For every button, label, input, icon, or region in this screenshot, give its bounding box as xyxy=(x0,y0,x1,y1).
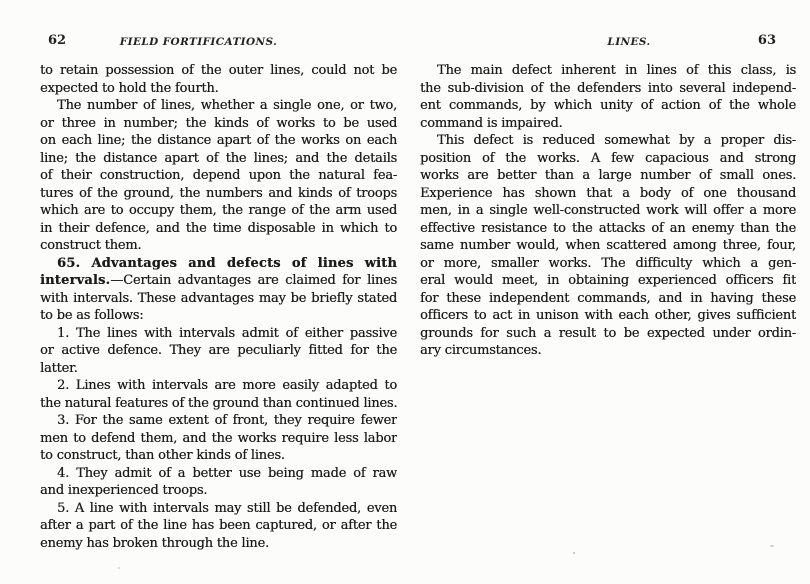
right-page xyxy=(420,0,796,584)
body-text: latter. xyxy=(40,360,78,376)
text-line xyxy=(40,430,397,448)
text-line xyxy=(420,80,796,98)
scan-speck xyxy=(118,567,120,569)
text-line xyxy=(420,115,796,133)
scan-speck xyxy=(770,545,774,547)
body-text: men to defend them, and the works require less labor xyxy=(40,430,397,446)
text-line xyxy=(40,377,397,395)
text-line xyxy=(420,272,796,290)
text-line xyxy=(40,517,397,535)
body-text: in their defence, and the time disposable in which to xyxy=(40,220,397,236)
section-heading-line xyxy=(40,255,397,273)
text-line xyxy=(420,255,796,273)
body-text: Experience has shown that a body of one thousand xyxy=(420,185,796,201)
text-line xyxy=(420,185,796,203)
text-line xyxy=(420,325,796,343)
body-text: which are to occupy them, the range of the arm used xyxy=(40,203,397,218)
body-text: to retain possession of the outer lines, could not be xyxy=(40,63,397,78)
text-line xyxy=(40,202,397,220)
text-line xyxy=(40,150,397,168)
body-text: effective resistance to the attacks of an enemy than the xyxy=(420,220,796,236)
text-line xyxy=(420,150,796,168)
body-text: and inexperienced troops. xyxy=(40,483,208,498)
text-line xyxy=(420,220,796,238)
section-heading-line xyxy=(40,272,397,290)
text-line xyxy=(420,290,796,308)
text-line xyxy=(420,97,796,115)
text-line xyxy=(40,395,397,413)
text-line xyxy=(420,62,796,80)
text-line xyxy=(40,62,397,80)
body-text: with intervals. These advantages may be briefly stated xyxy=(40,290,397,306)
left-page xyxy=(40,0,397,584)
body-text: works are better than a large number of small ones. xyxy=(420,168,796,183)
body-text: 4. They admit of a better use being made of raw xyxy=(57,465,397,481)
body-text: command is impaired. xyxy=(420,115,563,131)
text-line xyxy=(40,465,397,483)
body-text: or active defence. They are peculiarly fitted for the xyxy=(40,343,397,358)
body-text: enemy has broken through the line. xyxy=(40,535,269,551)
text-line xyxy=(40,325,397,343)
text-line xyxy=(40,447,397,465)
text-line xyxy=(40,115,397,133)
text-line xyxy=(40,360,397,378)
body-text: The main defect inherent in lines of this class, is xyxy=(437,63,796,78)
text-line xyxy=(420,132,796,150)
body-text: ary circumstances. xyxy=(420,343,542,358)
body-text: ent commands, by which unity of action of the whole xyxy=(420,98,796,113)
body-text: construct them. xyxy=(40,238,142,253)
body-text: officers to act in unison with each other, gives sufficient xyxy=(420,308,796,323)
body-text: to be as follows: xyxy=(40,308,144,323)
text-line xyxy=(40,220,397,238)
text-line xyxy=(40,482,397,500)
body-text: line; the distance apart of the lines; and the details xyxy=(40,150,397,166)
bold-text: intervals. xyxy=(40,273,111,288)
text-line xyxy=(420,167,796,185)
text-line xyxy=(40,290,397,308)
left-page-body xyxy=(40,62,397,552)
body-text: or more, smaller works. The difficulty which a gen- xyxy=(420,255,796,271)
text-line xyxy=(40,237,397,255)
body-text: of their construction, depend upon the natural fea- xyxy=(40,168,397,183)
text-line xyxy=(420,237,796,255)
text-line xyxy=(40,80,397,98)
body-text: for these independent commands, and in having these xyxy=(420,290,796,306)
running-head-left: FIELD FORTIFICATIONS. xyxy=(119,36,278,48)
body-text: This defect is reduced somewhat by a proper dis- xyxy=(437,133,796,148)
text-line xyxy=(420,202,796,220)
body-text: 2. Lines with intervals are more easily adapted to xyxy=(57,378,397,393)
body-text: or three in number; the kinds of works to be used xyxy=(40,115,397,131)
text-line xyxy=(40,342,397,360)
body-text: grounds for such a result to be expected under ordin- xyxy=(420,325,796,341)
text-line xyxy=(40,535,397,553)
page-number-right: 63 xyxy=(757,33,776,48)
body-text: —Certain advantages are claimed for lines xyxy=(110,273,397,288)
text-line xyxy=(40,167,397,185)
text-line xyxy=(420,307,796,325)
bold-text: 65. Advantages and defects of lines with xyxy=(57,255,397,271)
body-text: eral would meet, in obtaining experienced officers fit xyxy=(420,273,796,288)
text-line xyxy=(40,412,397,430)
body-text: position of the works. A few capacious and strong xyxy=(420,150,796,166)
body-text: The number of lines, whether a single one, or two, xyxy=(57,98,397,113)
scan-speck xyxy=(573,552,575,554)
text-line xyxy=(40,97,397,115)
text-line xyxy=(420,342,796,360)
body-text: the sub-division of the defenders into several independ- xyxy=(420,80,796,96)
page-number-left: 62 xyxy=(48,33,67,48)
body-text: expected to hold the fourth. xyxy=(40,80,219,96)
text-line xyxy=(40,185,397,203)
body-text: men, in a single well-constructed work will offer a more xyxy=(420,203,796,218)
running-head-right: LINES. xyxy=(607,36,651,48)
body-text: tures of the ground, the numbers and kinds of troops xyxy=(40,185,397,201)
text-line xyxy=(40,132,397,150)
text-line xyxy=(40,500,397,518)
body-text: 3. For the same extent of front, they require fewer xyxy=(57,413,397,428)
body-text: same number would, when scattered among three, four, xyxy=(420,238,796,253)
body-text: 1. The lines with intervals admit of either passive xyxy=(57,325,397,341)
body-text: after a part of the line has been captured, or after the xyxy=(40,518,397,533)
body-text: on each line; the distance apart of the works on each xyxy=(40,133,397,148)
body-text: 5. A line with intervals may still be defended, even xyxy=(57,500,397,516)
right-page-body xyxy=(420,62,796,360)
body-text: to construct, than other kinds of lines. xyxy=(40,448,285,463)
text-line xyxy=(40,307,397,325)
body-text: the natural features of the ground than continued lines. xyxy=(40,395,397,411)
